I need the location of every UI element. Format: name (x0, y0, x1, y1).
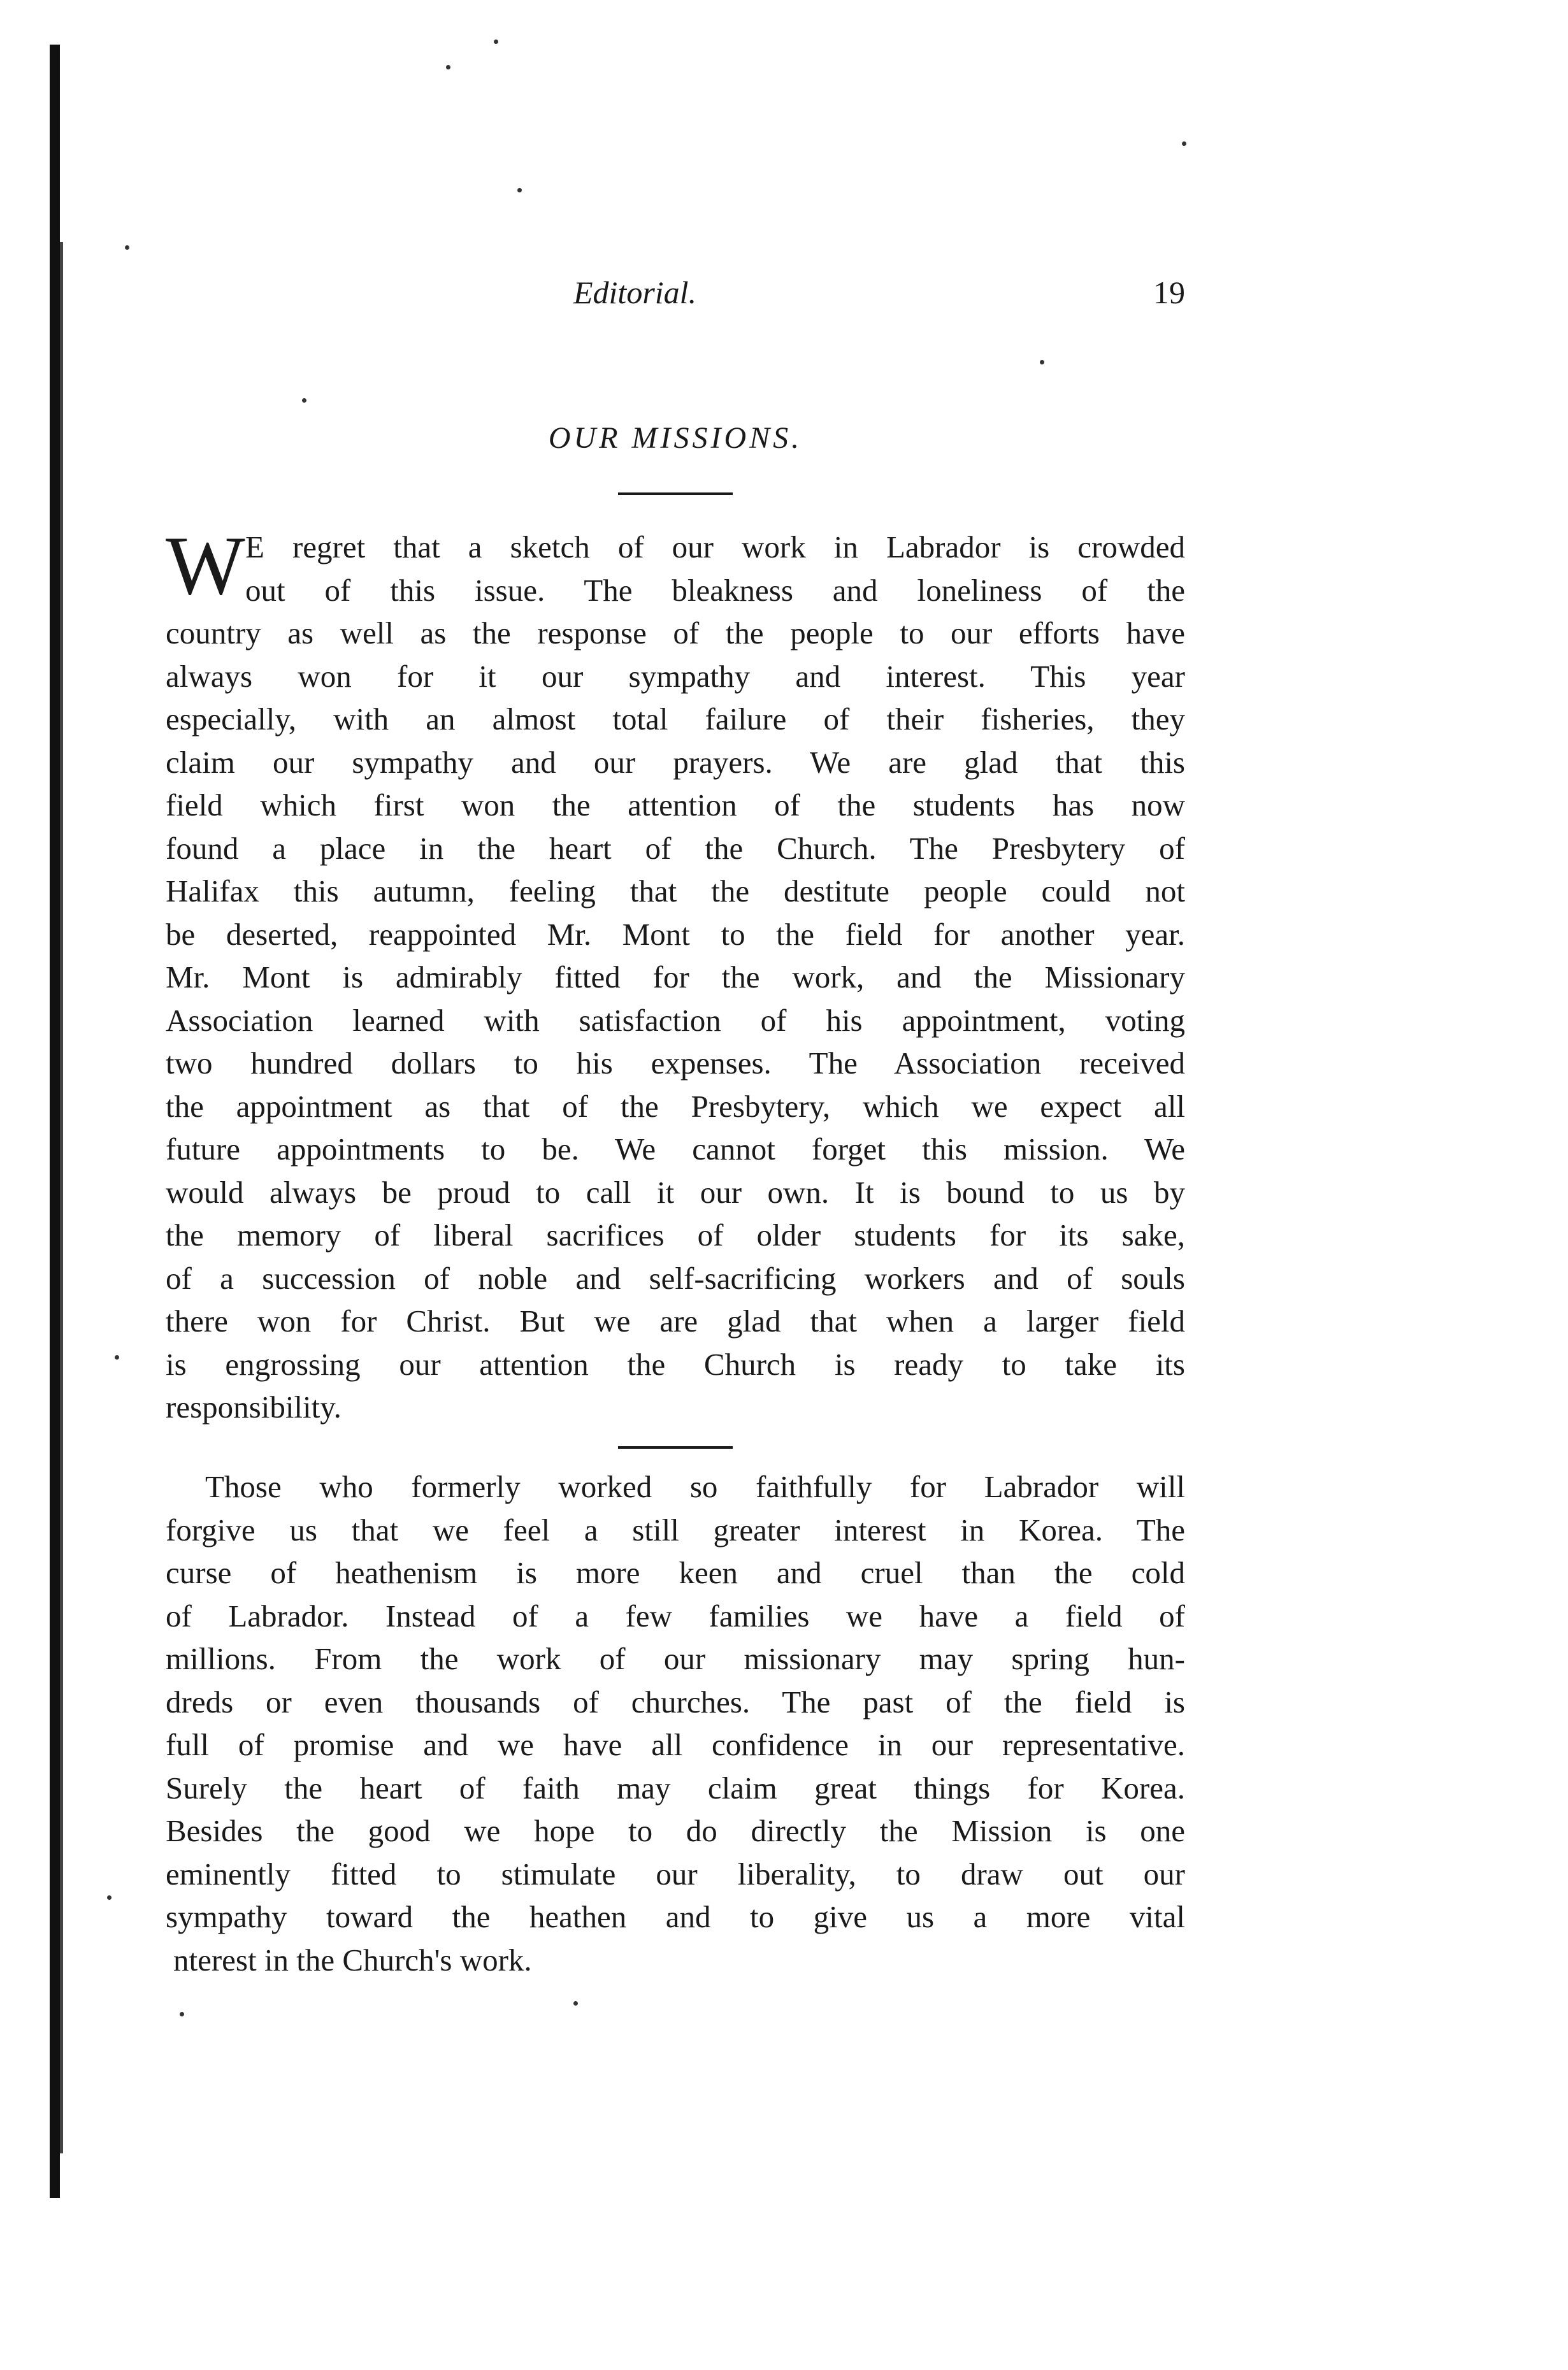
text-line: Besides the good we hope to do directly the Mission is one (166, 1813, 1185, 1848)
binding-edge-shadow (50, 45, 60, 2198)
text-line: dreds or even thousands of churches. The past of the field is (166, 1684, 1185, 1720)
text-line: always won for it our sympathy and interest. This year (166, 658, 1185, 694)
ink-speck (1040, 360, 1044, 364)
text-line: E regret that a sketch of our work in Labrador is crowded (245, 529, 1185, 564)
text-line: field which first won the attention of the students has now (166, 787, 1185, 822)
ink-speck (1182, 141, 1186, 146)
section-rule (618, 1446, 733, 1449)
text-line: nterest in the Church's work. (173, 1942, 532, 1978)
text-line: would always be proud to call it our own. It is bound to us by (166, 1174, 1185, 1210)
paragraph-1 (166, 519, 1185, 1429)
text-line: claim our sympathy and our prayers. We are glad that this (166, 744, 1185, 780)
drop-cap: W (166, 519, 245, 612)
binding-edge-line (60, 242, 63, 2153)
text-line: of Labrador. Instead of a few families we have a field of (166, 1598, 1185, 1634)
running-head (166, 274, 1185, 325)
paragraph-2 (166, 1465, 1185, 1981)
text-line: of a succession of noble and self-sacrificing workers and of souls (166, 1260, 1185, 1296)
text-line: the memory of liberal sacrifices of older students for its sake, (166, 1217, 1185, 1253)
text-line: responsibility. (166, 1390, 342, 1425)
ink-speck (180, 2012, 184, 2016)
running-title: Editorial. (573, 275, 697, 310)
text-line: the appointment as that of the Presbytery, which we expect all (166, 1088, 1185, 1124)
text-line: full of promise and we have all confidence in our representative. (166, 1727, 1185, 1762)
ink-speck (446, 65, 450, 69)
ink-speck (573, 2001, 578, 2006)
text-line: eminently fitted to stimulate our liberality, to draw out our (166, 1856, 1185, 1892)
text-line: country as well as the response of the people to our efforts have (166, 615, 1185, 650)
ink-speck (517, 188, 522, 192)
ink-speck (302, 398, 306, 403)
text-line: be deserted, reappointed Mr. Mont to the field for another year. (166, 916, 1185, 952)
text-line: forgive us that we feel a still greater interest in Korea. The (166, 1512, 1185, 1548)
text-line: out of this issue. The bleakness and loneliness of the (245, 572, 1185, 608)
article-title: OUR MISSIONS. (548, 421, 803, 455)
ink-speck (125, 245, 129, 250)
text-line: Halifax this autumn, feeling that the destitute people could not (166, 873, 1185, 908)
text-line: future appointments to be. We cannot forget this mission. We (166, 1131, 1185, 1167)
text-line: curse of heathenism is more keen and cruel than the cold (166, 1555, 1185, 1590)
text-line: Surely the heart of faith may claim great things for Korea. (166, 1770, 1185, 1806)
text-line: found a place in the heart of the Church. The Presbytery of (166, 830, 1185, 866)
ink-speck (494, 40, 498, 44)
text-line: millions. From the work of our missionary may spring hun- (166, 1641, 1185, 1676)
page-number: 19 (1153, 275, 1185, 310)
text-line: is engrossing our attention the Church is ready to take its (166, 1346, 1185, 1382)
text-line: Mr. Mont is admirably fitted for the work, and the Missionary (166, 959, 1185, 995)
text-line: especially, with an almost total failure of their fisheries, they (166, 701, 1185, 736)
ink-speck (115, 1355, 119, 1360)
text-line: there won for Christ. But we are glad that when a larger field (166, 1304, 1185, 1339)
text-line: two hundred dollars to his expenses. The Association received (166, 1045, 1185, 1081)
text-line: Those who formerly worked so faithfully for Labrador will (205, 1469, 1185, 1504)
text-line: Association learned with satisfaction of his appointment, voting (166, 1002, 1185, 1038)
title-rule (618, 492, 733, 495)
text-line: sympathy toward the heathen and to give us a more vital (166, 1899, 1185, 1934)
ink-speck (107, 1895, 111, 1900)
